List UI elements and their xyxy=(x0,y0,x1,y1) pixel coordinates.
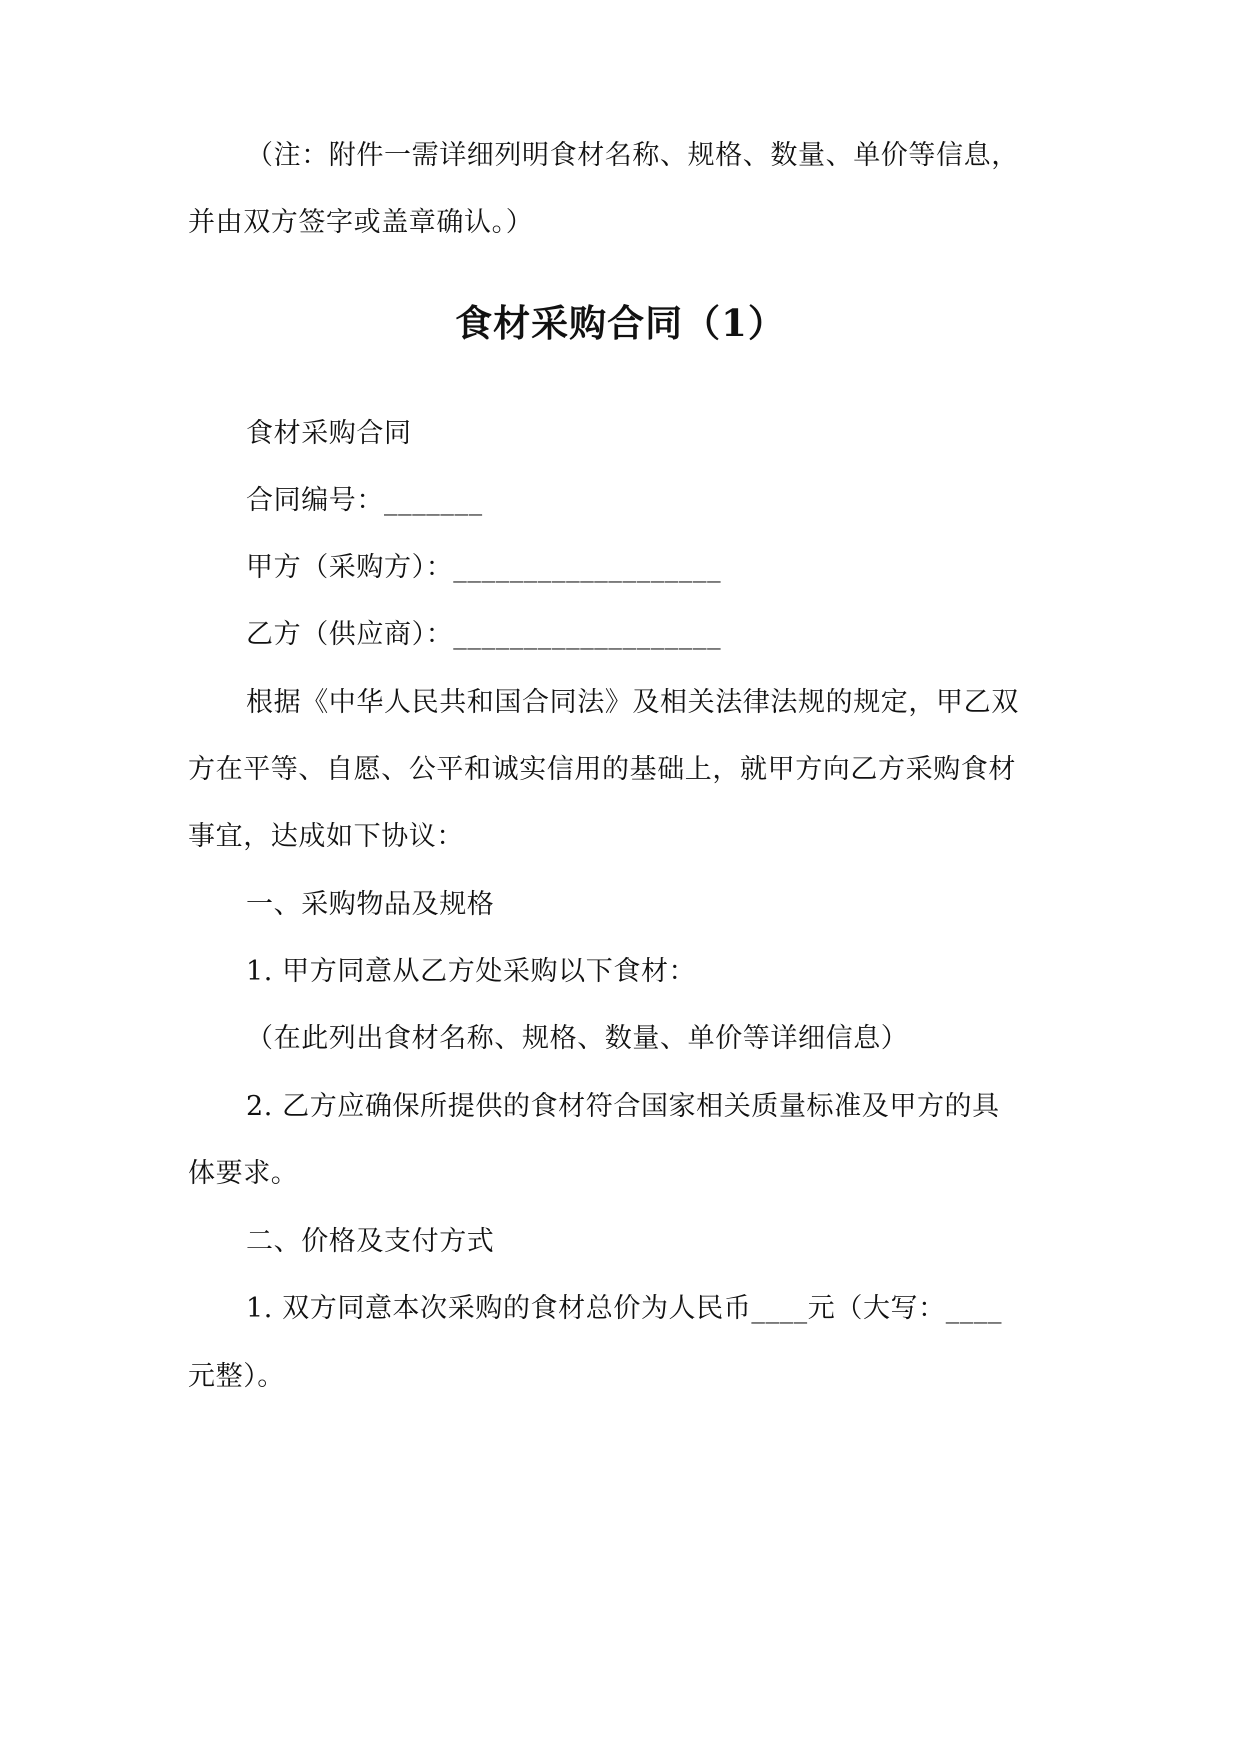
section-2-item-1-line-1: 1. 双方同意本次采购的食材总价为人民币____元（大写：____ xyxy=(246,1293,1003,1324)
section-2-item-1-line-2: 元整）。 xyxy=(188,1361,285,1392)
party-b-field: 乙方（供应商）：___________________ xyxy=(246,619,722,650)
section-1-heading: 一、采购物品及规格 xyxy=(246,889,495,920)
preamble-line-2: 方在平等、自愿、公平和诚实信用的基础上，就甲方向乙方采购食材 xyxy=(188,754,1016,785)
section-2-heading: 二、价格及支付方式 xyxy=(246,1226,495,1257)
section-1-item-1: 1. 甲方同意从乙方处采购以下食材： xyxy=(246,956,697,987)
section-1-item-2-line-2: 体要求。 xyxy=(188,1158,299,1189)
note-line-1: （注：附件一需详细列明食材名称、规格、数量、单价等信息， xyxy=(246,140,1019,171)
contract-number-field: 合同编号：_______ xyxy=(246,485,483,516)
contract-heading: 食材采购合同 xyxy=(246,418,412,449)
preamble-line-1: 根据《中华人民共和国合同法》及相关法律法规的规定，甲乙双 xyxy=(246,687,1019,718)
note-line-2: 并由双方签字或盖章确认。） xyxy=(188,207,534,238)
preamble-line-3: 事宜，达成如下协议： xyxy=(188,821,464,852)
section-1-item-1-note: （在此列出食材名称、规格、数量、单价等详细信息） xyxy=(246,1023,909,1054)
party-a-field: 甲方（采购方）：___________________ xyxy=(246,552,722,583)
section-1-item-2-line-1: 2. 乙方应确保所提供的食材符合国家相关质量标准及甲方的具 xyxy=(246,1091,1000,1122)
document-title: 食材采购合同（1） xyxy=(455,301,786,345)
